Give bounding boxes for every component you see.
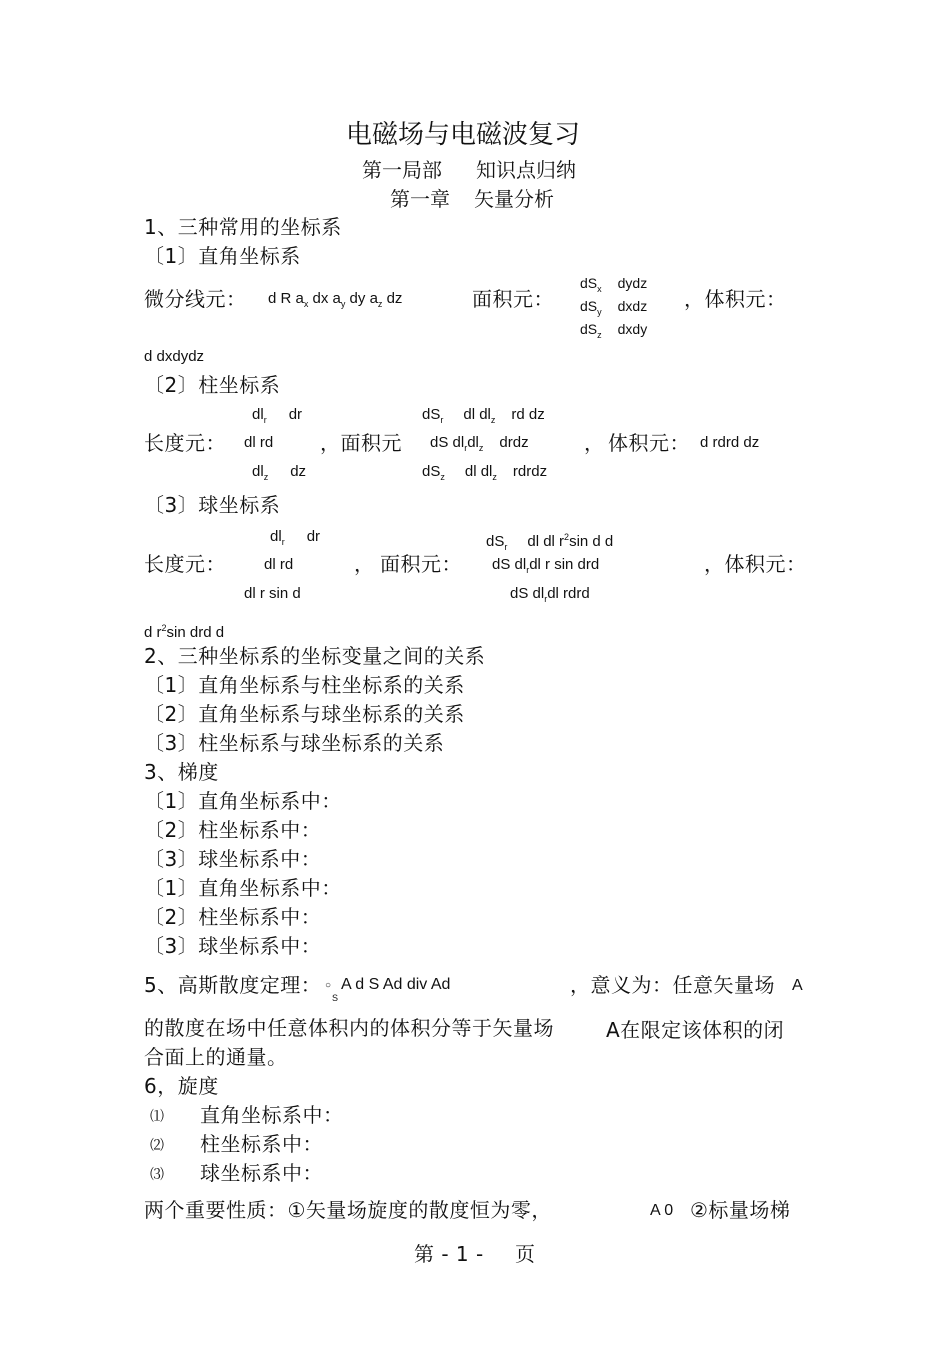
- gauss-meaning-label: ，意义为：任意矢量场: [570, 973, 775, 997]
- cyl-area-phi: dS $dl_rdl_z$ drdz: [430, 434, 529, 453]
- section-2-heading: 2、三种坐标系的坐标变量之间的关系: [144, 644, 486, 668]
- curl-properties-formula: A 0: [650, 1202, 674, 1219]
- s2-item-2: 〔2〕直角坐标系与球坐标系的关系: [144, 702, 465, 726]
- cyl-length-z: $dl_z$ dz: [252, 463, 307, 482]
- section-3-heading: 3、梯度: [144, 760, 219, 784]
- sph-separator: ，: [354, 552, 375, 576]
- chapter-label: 第一章: [390, 187, 450, 211]
- volume-element-formula: d dxdydz: [144, 348, 205, 365]
- s6-item-2: 柱坐标系中：: [200, 1132, 323, 1156]
- s3-item-2: 〔2〕柱坐标系中：: [144, 818, 322, 842]
- gauss-var-a: A: [792, 977, 803, 994]
- gauss-line-3: 合面上的通量。: [144, 1045, 288, 1069]
- sph-length-label: 长度元：: [144, 552, 226, 576]
- chapter-name: 矢量分析: [474, 187, 554, 211]
- part-name: 知识点归纳: [476, 158, 576, 182]
- line-element-formula: d R $a_x$ dx $a_y$ dy $a_z$ dz: [268, 290, 403, 309]
- cyl-volume-formula: d rdrd dz: [700, 434, 760, 451]
- s6-num-1: ⑴: [150, 1109, 164, 1125]
- area-element-label: 面积元：: [472, 287, 554, 311]
- cyl-length-phi: dl rd: [244, 434, 274, 451]
- page-number: 第 - 1 -: [414, 1242, 484, 1266]
- curl-properties-b: ②标量场梯: [690, 1198, 791, 1222]
- page-title: 电磁场与电磁波复习: [346, 120, 581, 150]
- line-element-label: 微分线元：: [144, 287, 247, 311]
- sub-spherical: 〔3〕球坐标系: [144, 493, 281, 517]
- s2-item-1: 〔1〕直角坐标系与柱坐标系的关系: [144, 673, 465, 697]
- sph-area-theta: dS $dl_rdl$ r sin drd: [492, 556, 600, 575]
- sph-area-phi: dS $dl_rdl$ rdrd: [510, 585, 590, 604]
- gauss-formula: A d S Ad div Ad: [341, 976, 451, 993]
- s2-item-3: 〔3〕柱坐标系与球坐标系的关系: [144, 731, 445, 755]
- area-element-y: $dS_y$ dxdz: [580, 298, 648, 317]
- cyl-area-r: $dS_r$ dl $dl_z$ rd dz: [422, 406, 545, 425]
- part-label: 第一局部: [362, 158, 442, 182]
- sub-cylindrical: 〔2〕柱坐标系: [144, 373, 281, 397]
- s3-item-3: 〔3〕球坐标系中：: [144, 847, 322, 871]
- cyl-area-z: $dS_z$ dl $dl_z$ rdrdz: [422, 463, 548, 482]
- sub-cartesian: 〔1〕直角坐标系: [144, 244, 301, 268]
- s3-item-5: 〔2〕柱坐标系中：: [144, 905, 322, 929]
- gauss-line-2a: 的散度在场中任意体积内的体积分等于矢量场: [144, 1016, 554, 1040]
- s6-item-3: 球坐标系中：: [200, 1161, 323, 1185]
- sph-area-label: 面积元：: [380, 552, 462, 576]
- curl-properties-a: 两个重要性质：①矢量场旋度的散度恒为零，: [144, 1198, 552, 1222]
- sph-volume-formula: d $r^2\sin$ drd d: [144, 623, 225, 641]
- cyl-volume-label: 体积元：: [608, 431, 690, 455]
- surface-integral-sub: S: [332, 993, 339, 1003]
- sph-area-r: $dS_r$ dl dl $r^2\sin$ d d: [486, 532, 614, 552]
- surface-integral-circle: ○: [325, 980, 332, 991]
- sph-volume-label: ，体积元：: [704, 552, 807, 576]
- s3-item-1: 〔1〕直角坐标系中：: [144, 789, 342, 813]
- s6-num-3: ⑶: [150, 1167, 164, 1183]
- cyl-length-label: 长度元：: [144, 431, 226, 455]
- section-1-heading: 1、三种常用的坐标系: [144, 215, 342, 239]
- section-6-heading: 6，旋度: [144, 1074, 219, 1098]
- cyl-area-label: ，面积元: [320, 431, 402, 455]
- s3-item-6: 〔3〕球坐标系中：: [144, 934, 322, 958]
- s6-num-2: ⑵: [150, 1138, 164, 1154]
- sph-length-phi: dl r sin d: [244, 585, 301, 602]
- section-5-heading: 5、高斯散度定理：: [144, 973, 322, 997]
- page-suffix: 页: [515, 1242, 536, 1266]
- cyl-comma: ，: [584, 431, 605, 455]
- sph-length-r: $dl_r$ dr: [270, 528, 321, 547]
- sph-length-theta: dl rd: [264, 556, 294, 573]
- cyl-length-r: $dl_r$ dr: [252, 406, 303, 425]
- area-element-x: $dS_x$ dydz: [580, 275, 648, 294]
- s3-item-4: 〔1〕直角坐标系中：: [144, 876, 342, 900]
- area-element-z: $dS_z$ dxdy: [580, 321, 648, 340]
- gauss-line-2b: A在限定该体积的闭: [606, 1018, 785, 1042]
- s6-item-1: 直角坐标系中：: [200, 1103, 344, 1127]
- volume-element-label: ，体积元：: [684, 287, 787, 311]
